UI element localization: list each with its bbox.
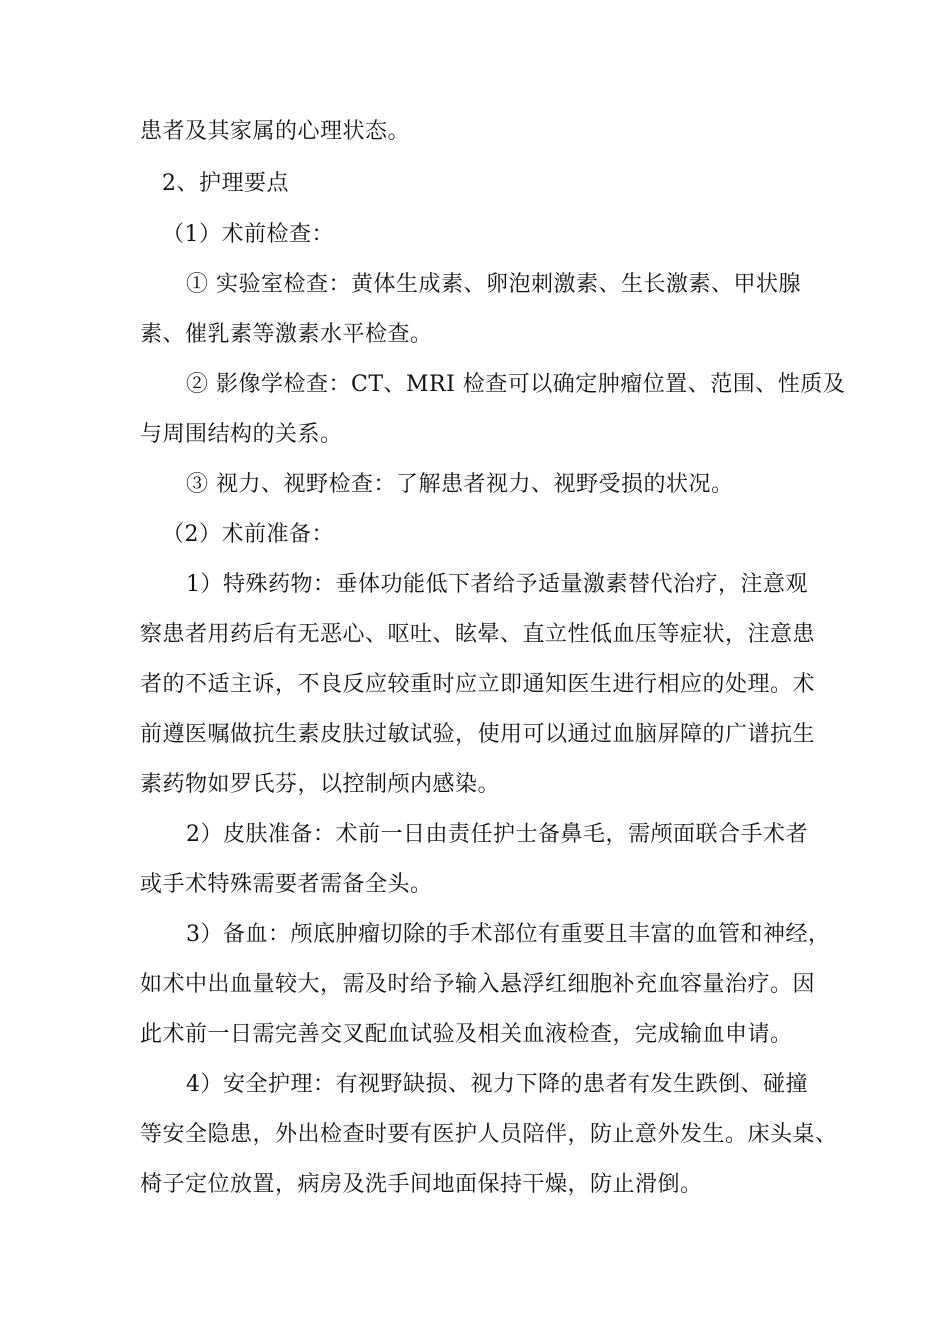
paragraph-line: 患者及其家属的心理状态。 (140, 119, 411, 144)
paragraph-line: 素药物如罗氏芬，以控制颅内感染。 (140, 772, 501, 797)
paragraph-line: 2）皮肤准备：术前一日由责任护士备鼻毛，需颅面联合手术者 (186, 822, 808, 847)
subsection-heading: （1）术前检查： (162, 222, 334, 247)
paragraph-line: 察患者用药后有无恶心、呕吐、眩晕、直立性低血压等症状，注意患 (140, 622, 816, 647)
paragraph-line: 3）备血：颅底肿瘤切除的手术部位有重要且丰富的血管和神经， (186, 922, 831, 947)
paragraph-line: 与周围结构的关系。 (140, 422, 343, 447)
paragraph-line: ③ 视力、视野检查：了解患者视力、视野受损的状况。 (186, 472, 734, 497)
paragraph-line: 或手术特殊需要者需备全头。 (140, 872, 433, 897)
paragraph-line: 前遵医嘱做抗生素皮肤过敏试验，使用可以通过血脑屏障的广谱抗生 (140, 722, 816, 747)
section-heading: 2、护理要点 (162, 171, 289, 196)
paragraph-line: 此术前一日需完善交叉配血试验及相关血液检查，完成输血申请。 (140, 1022, 793, 1047)
paragraph-line: ② 影像学检查：CT、MRI 检查可以确定肿瘤位置、范围、性质及 (186, 372, 846, 397)
subsection-heading: （2）术前准备： (162, 522, 334, 547)
paragraph-line: ① 实验室检查：黄体生成素、卵泡刺激素、生长激素、甲状腺 (186, 272, 801, 297)
paragraph-line: 等安全隐患，外出检查时要有医护人员陪伴，防止意外发生。床头桌、 (140, 1122, 838, 1147)
paragraph-line: 1）特殊药物：垂体功能低下者给予适量激素替代治疗，注意观 (186, 572, 808, 597)
paragraph-line: 者的不适主诉，不良反应较重时应立即通知医生进行相应的处理。术 (140, 672, 816, 697)
paragraph-line: 4）安全护理：有视野缺损、视力下降的患者有发生跌倒、碰撞 (186, 1072, 808, 1097)
paragraph-line: 素、催乳素等激素水平检查。 (140, 322, 433, 347)
paragraph-line: 如术中出血量较大，需及时给予输入悬浮红细胞补充血容量治疗。因 (140, 972, 816, 997)
paragraph-line: 椅子定位放置，病房及洗手间地面保持干燥，防止滑倒。 (140, 1172, 703, 1197)
